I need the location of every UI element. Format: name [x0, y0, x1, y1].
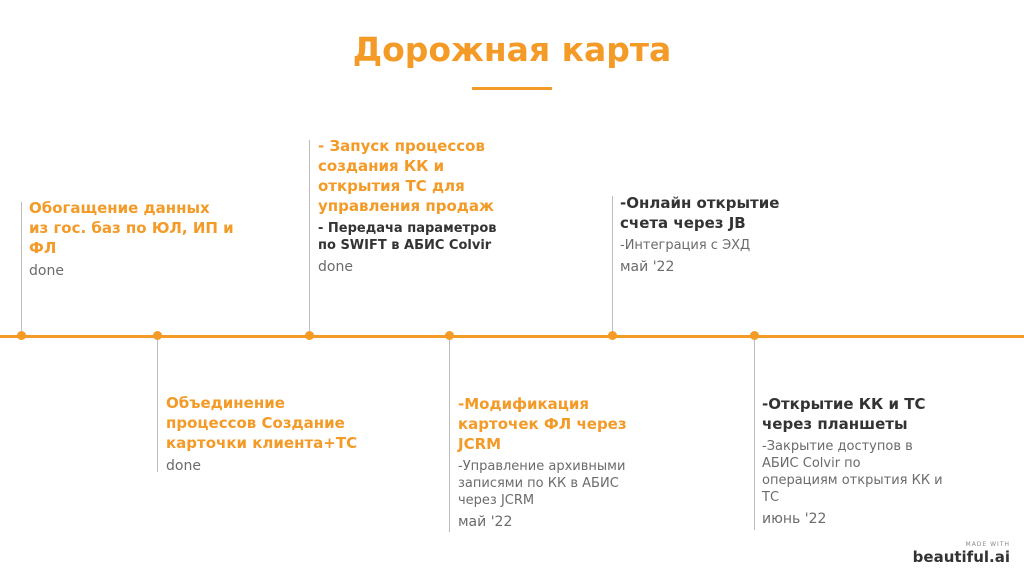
milestone-3-status: done: [318, 259, 353, 275]
milestone-5-subtext: -Интеграция с ЭХД: [620, 238, 751, 253]
title-underline: [472, 87, 552, 90]
milestone-3-heading: - Запуск процессов создания КК и открытия ТС для управления продаж: [318, 137, 494, 215]
connector-6: [754, 338, 755, 530]
milestone-dot-1: [17, 331, 26, 340]
milestone-4-date: май '22: [458, 514, 513, 530]
brand-watermark: [913, 541, 1010, 566]
milestone-6-heading: -Открытие КК и ТС через планшеты: [762, 395, 926, 433]
connector-2: [157, 338, 158, 472]
connector-1: [21, 202, 22, 335]
milestone-6: [762, 394, 1012, 528]
connector-3: [309, 140, 310, 335]
milestone-dot-5: [608, 331, 617, 340]
page-title: Дорожная карта: [352, 30, 672, 69]
milestone-6-subtext: -Закрытие доступов в АБИС Colvir по операциям открытия КК и ТС: [762, 439, 943, 505]
milestone-2-status: done: [166, 458, 201, 474]
milestone-dot-4: [445, 331, 454, 340]
milestone-1-heading: Обогащение данных из гос. баз по ЮЛ, ИП и ФЛ: [29, 199, 234, 257]
milestone-3-subtext: - Передача параметров по SWIFT в АБИС Colvir: [318, 221, 497, 253]
milestone-4: [458, 394, 728, 531]
milestone-1-status: done: [29, 263, 64, 279]
milestone-5-date: май '22: [620, 259, 675, 275]
milestone-1: [29, 198, 279, 280]
milestone-dot-2: [153, 331, 162, 340]
milestone-4-subtext: -Управление архивными записями по КК в АБИС через JCRM: [458, 459, 626, 508]
milestone-dot-3: [305, 331, 314, 340]
connector-4: [449, 338, 450, 532]
connector-5: [612, 196, 613, 335]
milestone-3: [318, 136, 588, 276]
milestone-5-heading: -Онлайн открытие счета через JB: [620, 194, 780, 232]
milestone-4-heading: -Модификация карточек ФЛ через JCRM: [458, 395, 627, 453]
brand-made-with: MADE WITH: [965, 541, 1010, 548]
milestone-5: [620, 193, 880, 276]
milestone-2-heading: Объединение процессов Создание карточки клиента+ТС: [166, 394, 358, 452]
milestone-2: [166, 393, 426, 475]
milestone-dot-6: [750, 331, 759, 340]
brand-logo: beautiful.ai: [912, 548, 1010, 566]
milestone-6-date: июнь '22: [762, 511, 827, 527]
